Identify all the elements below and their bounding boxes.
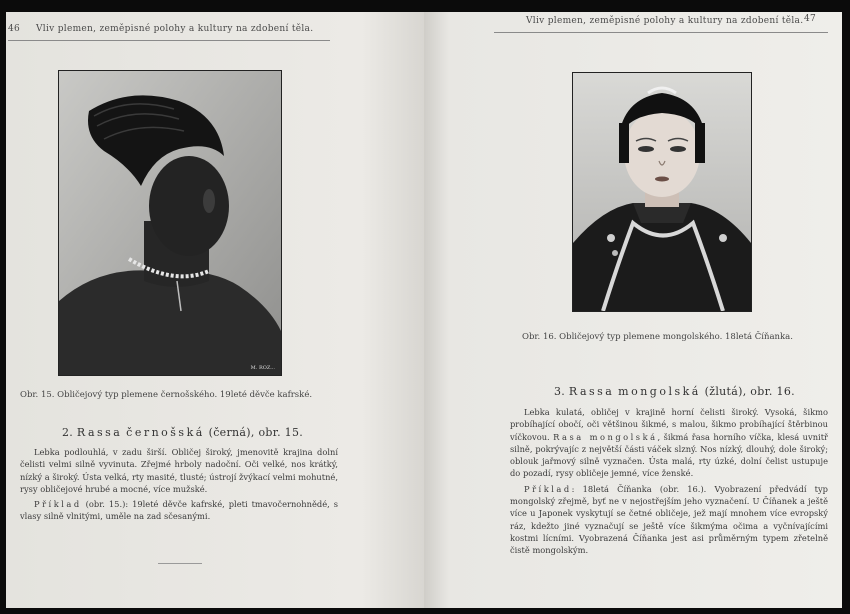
chinese-girl-illustration (573, 73, 751, 311)
section-2-rest: (černá), obr. 15. (208, 426, 304, 439)
section-2-word: Rassa (76, 426, 123, 439)
section-3-number: 3. (554, 385, 566, 398)
para1-label: Rasa mongolská (553, 431, 658, 442)
left-running-header: Vliv plemen, zeměpisné polohy a kultury na zdobení těla. (36, 24, 314, 34)
right-page-number: 47 (804, 14, 817, 24)
para1-part-a: Lebka kulatá, obličej v krajině horní čelisti široký. Vysoká, šikmo probíhající obočí, oči většinou šikmé, s malou, šikmo probíhající štěrbinou víčkovou. (510, 407, 828, 442)
photo-signature: M. ROZ... (250, 365, 275, 371)
section-3-paragraph-1 (510, 406, 828, 480)
section-3-rest: (žlutá), obr. 16. (704, 385, 795, 398)
section-3-word: Rassa (568, 385, 615, 398)
example-label: Příklad (34, 499, 82, 510)
section-3-body (510, 406, 828, 560)
section-3-paragraph-2 (510, 483, 828, 557)
example-label-right: Příklad (524, 483, 572, 494)
section-2-body (20, 446, 338, 526)
left-page-number: 46 (8, 24, 21, 34)
example-text-right: : 18letá Číňanka (obr. 16.). Vyobrazení předvádí typ mongolský zřejmě, byť ne v nejostřejším jeho vyznačení. U Číňanek a ještě více u Japonek vyskytují se četné obličeje, jež mají mnohem více evropský ráz, kdežto jiné vyznačují se ještě více šikmýma očima a vyčnívajícími kostmi lícními. Vyobrazená Číňanka jest asi průměrným typem zřetelně čistě mongolským. (510, 483, 828, 556)
african-girl-illustration (59, 71, 281, 375)
section-3-name: mongolská (618, 385, 701, 398)
section-3-heading (554, 385, 795, 398)
section-2-heading (62, 426, 303, 439)
book-spread (6, 12, 842, 608)
end-ornament-rule (158, 563, 202, 564)
example-text: (obr. 15.): 19leté děvče kafrské, pleti tmavočernohnědé, s vlasy silně vlnitými, uměle na zad sčesanými. (20, 499, 338, 522)
section-2-paragraph-1: Lebka podlouhlá, v zadu širší. Obličej široký, jmenovitě krajina dolní čelisti velmi silně vyvinuta. Zřejmé hrboly nadoční. Oči velké, nos krátký, nízký a široký. Ústa velká, rty masité, tlusté; ústrojí žvýkací velmi mohutné, rysy obličejové hrubé a mocné, více mužské. (20, 447, 338, 494)
left-page (6, 12, 424, 608)
left-header-rule (8, 40, 330, 41)
section-2-number: 2. (62, 426, 74, 439)
right-running-header: Vliv plemen, zeměpisné polohy a kultury na zdobení těla. (526, 16, 804, 26)
right-page (424, 12, 842, 608)
figure-15-caption: Obr. 15. Obličejový typ plemene černošského. 19leté děvče kafrské. (20, 390, 313, 400)
chinese-girl-photo (572, 72, 752, 312)
right-header-rule (494, 32, 828, 33)
african-girl-photo (58, 70, 282, 376)
para1-part-b: , šikmá řasa horního víčka, klesá uvnitř silně, pokrývajíc z největší části váček slzný. Nos nízký, dlouhý, dole široký; oblouk jařmový silně vyznačen. Ústa malá, rty úzké, dolní čelist ustupuje do pozadí, rysy obličeje jemné, více ženské. (510, 431, 828, 479)
section-2-name: černošská (126, 426, 205, 439)
figure-16-caption: Obr. 16. Obličejový typ plemene mongolského. 18letá Číňanka. (522, 332, 793, 342)
section-2-paragraph-2 (20, 498, 338, 523)
